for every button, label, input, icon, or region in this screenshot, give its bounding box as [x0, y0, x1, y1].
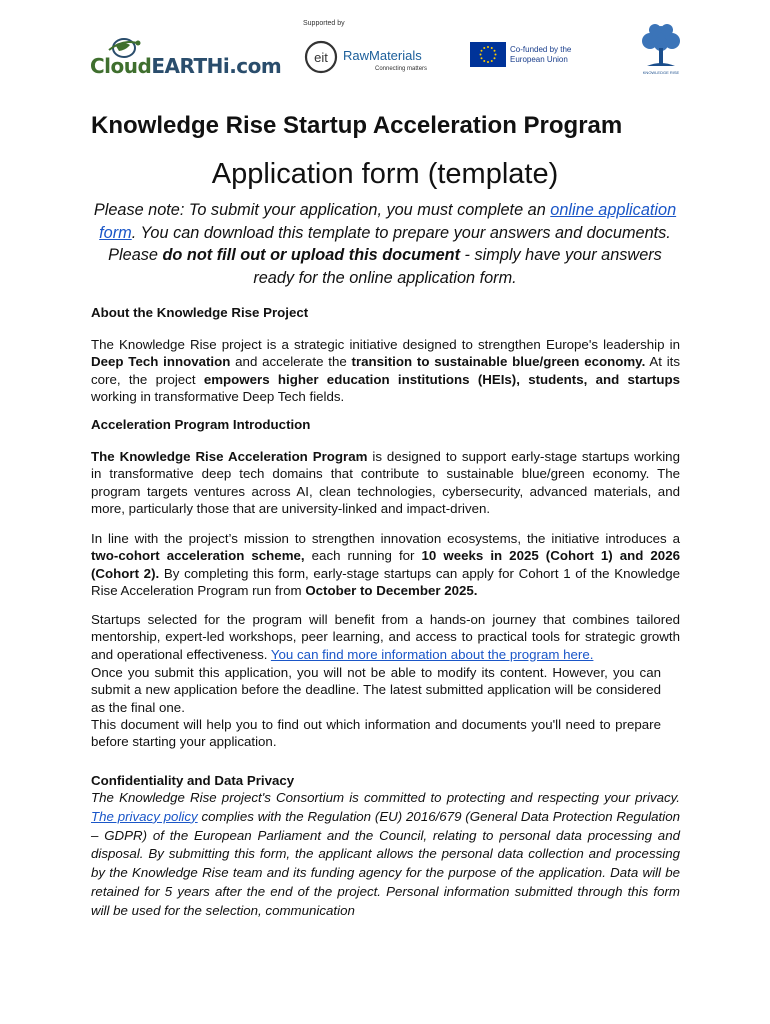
eit-circle-icon [304, 40, 338, 74]
program-title: Knowledge Rise Startup Acceleration Program [91, 112, 623, 139]
cloudearth-wordmark: CloudEARTHi.com [90, 54, 282, 78]
supported-by-label: Supported by [303, 20, 345, 27]
intro-paragraph-4: Once you submit this application, you will not be able to modify its content. However, you can submit a new application before the deadline. The latest submitted application will be considered as the final one. [91, 665, 661, 715]
online-application-link[interactable]: online application form [99, 201, 677, 242]
intro-heading: Acceleration Program Introduction [91, 417, 311, 432]
privacy-paragraph: The Knowledge Rise project's Consortium is committed to protecting and respecting your privacy. The privacy policy complies with the Regulation (EU) 2016/679 (General Data Protection Regulation – GDPR) of the European Parliament and the Council, relating to personal data processing and disposal. By submitting this form, the applicant allows the personal data collection and processing by the Knowledge Rise team and its funding agency for the purpose of the application. Data will be retained for 5 years after the end of the project. Personal information submitted through this form will be used for the selection, communication [91, 790, 680, 918]
program-info-link[interactable]: You can find more information about the program here. [270, 646, 594, 662]
submission-note: Please note: To submit your application, you must complete an online application form. You can download this template to prepare your answers and documents. Please do not fill out or upload this document - simply have your answers ready for the online application form. [93, 201, 677, 287]
knowledge-rise-logo [634, 20, 688, 80]
tree-icon [637, 22, 685, 70]
logo-bar [0, 20, 770, 80]
rawmaterials-wordmark: RawMaterials [343, 48, 422, 63]
about-heading: About the Knowledge Rise Project [91, 305, 309, 320]
form-title: Application form (template) [211, 158, 559, 190]
eu-cofunded-logo [470, 42, 585, 70]
cloudearth-logo [90, 36, 282, 80]
about-paragraph: The Knowledge Rise project is a strategic initiative designed to strengthen Europe's leadership in Deep Tech innovation and accelerate the transition to sustainable blue/green economy. At its core, the project empowers higher education institutions (HEIs), students, and startups working in transformative Deep Tech fields. [91, 337, 680, 404]
eit-rawmaterials-logo [303, 20, 438, 80]
intro-paragraph-5: This document will help you to find out which information and documents you'll need to prepare before starting your application. [91, 717, 661, 750]
privacy-heading: Confidentiality and Data Privacy [91, 773, 295, 788]
rawmaterials-tagline: Connecting matters [375, 66, 428, 72]
intro-paragraph-3: Startups selected for the program will benefit from a hands-on journey that combines tailored mentorship, expert-led workshops, peer learning, and access to practical tools for strategic growth and operational effectiveness. You can find more information about the program here. [91, 612, 680, 662]
knowledge-rise-wordmark: KNOWLEDGE RISE [642, 70, 680, 75]
svg-text:eit: eit [314, 50, 328, 65]
eu-cofunded-text: Co-funded by the European Union [510, 45, 572, 64]
privacy-policy-link[interactable]: The privacy policy [91, 808, 198, 824]
intro-paragraph-1: The Knowledge Rise Acceleration Program is designed to support early-stage startups working in transformative deep tech domains that contribute to sustainable blue/green economy. The program targets ventures across AI, clean technologies, cybersecurity, advanced materials, and more, particularly those that are university-linked and impact-driven. [91, 449, 680, 516]
intro-paragraph-2: In line with the project’s mission to strengthen innovation ecosystems, the initiative introduces a two-cohort acceleration scheme, each running for 10 weeks in 2025 (Cohort 1) and 2026 (Cohort 2). By completing this form, early-stage startups can apply for Cohort 1 of the Knowledge Rise Acceleration Program run from October to December 2025. [91, 531, 680, 598]
eu-flag-icon [470, 42, 506, 67]
